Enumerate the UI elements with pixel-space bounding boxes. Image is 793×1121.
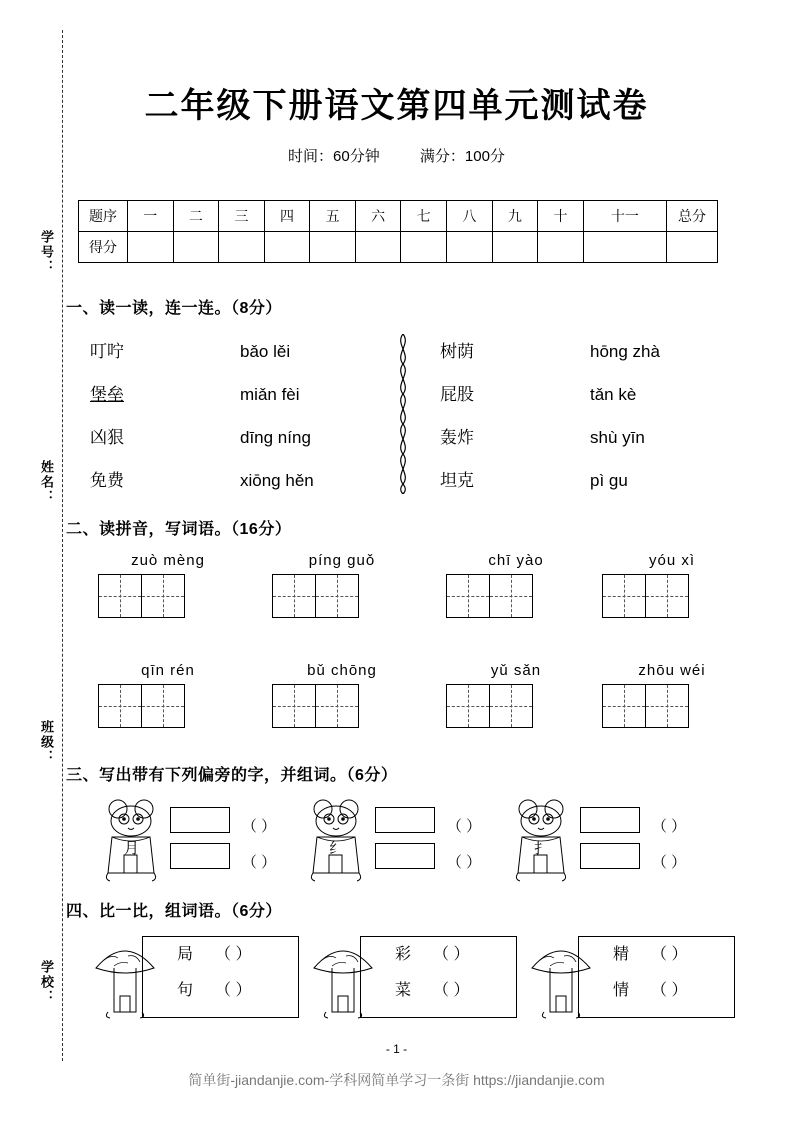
compare-paren[interactable]: （ ） <box>433 982 470 999</box>
compare-group <box>308 930 523 1020</box>
score-col-10: 十 <box>538 201 584 232</box>
compare-char: 精 <box>612 946 629 963</box>
pinyin-row-2 <box>80 658 730 768</box>
tianzi-boxes[interactable] <box>98 574 238 618</box>
pinyin-row-1 <box>80 548 730 658</box>
score-col-9: 九 <box>492 201 538 232</box>
section-2-points: （16分） <box>231 521 292 538</box>
section-heading-2 <box>66 516 291 539</box>
match-item[interactable]: 免费 <box>90 471 124 490</box>
table-row-headers <box>79 201 718 232</box>
score-cell-4[interactable] <box>264 232 310 263</box>
score-cell-9[interactable] <box>492 232 538 263</box>
match-item[interactable]: tǎn kè <box>590 385 637 404</box>
score-col-8: 八 <box>447 201 493 232</box>
page-title: 二年级下册语文第四单元测试卷 <box>144 87 649 125</box>
score-col-4: 四 <box>264 201 310 232</box>
compare-paren[interactable]: （ ） <box>433 946 470 963</box>
tianzi-box[interactable] <box>98 574 142 618</box>
pinyin-cell <box>272 548 412 618</box>
section-heading-3 <box>66 762 397 785</box>
tianzi-box[interactable] <box>272 684 316 728</box>
pinyin-cell <box>98 658 238 728</box>
page-number: - 1 - <box>385 1042 408 1056</box>
score-table <box>78 200 718 263</box>
radical-group <box>100 795 300 895</box>
radical-label: 扌 <box>534 840 550 857</box>
score-cell-3[interactable] <box>219 232 265 263</box>
tianzi-boxes[interactable] <box>602 574 742 618</box>
tianzi-box[interactable] <box>315 574 359 618</box>
compare-row <box>579 937 734 973</box>
score-table-row-label-0: 题序 <box>79 201 128 232</box>
radical-word-paren[interactable]: （ ） <box>651 817 687 835</box>
radical-char-blank[interactable] <box>375 843 435 869</box>
radical-word-paren[interactable]: （ ） <box>241 853 277 871</box>
compare-row <box>361 937 516 973</box>
tianzi-box[interactable] <box>315 684 359 728</box>
section-3-title: 三、写出带有下列偏旁的字，并组词。 <box>66 767 347 784</box>
radical-word-paren[interactable]: （ ） <box>651 853 687 871</box>
tianzi-box[interactable] <box>141 574 185 618</box>
match-item[interactable]: 凶狠 <box>90 428 124 447</box>
tianzi-box[interactable] <box>489 684 533 728</box>
side-label-class: 班级： <box>39 720 54 765</box>
matching-exercise <box>80 330 720 500</box>
tianzi-box[interactable] <box>446 684 490 728</box>
match-item[interactable]: 树荫 <box>440 342 474 361</box>
score-cell-6[interactable] <box>355 232 401 263</box>
compare-char: 情 <box>612 982 629 999</box>
score-cell-2[interactable] <box>173 232 219 263</box>
pinyin-label: chī yào <box>488 552 544 569</box>
match-item[interactable]: 叮咛 <box>90 342 124 361</box>
match-column-pinyin-right <box>590 330 740 502</box>
pinyin-cell <box>602 548 742 618</box>
section-4-points: （6分） <box>231 903 282 920</box>
margin-dashed-line <box>62 30 63 1061</box>
wave-divider-icon <box>395 334 411 494</box>
pinyin-label: bǔ chōng <box>307 662 377 679</box>
section-2-title: 二、读拼音，写词语。 <box>66 521 232 538</box>
compare-answer-box <box>578 936 735 1018</box>
match-item[interactable]: 坦克 <box>440 471 474 490</box>
radical-exercise <box>80 795 730 895</box>
match-item[interactable]: bǎo lěi <box>240 342 291 361</box>
radical-word-paren[interactable]: （ ） <box>241 817 277 835</box>
table-row-scores <box>79 232 718 263</box>
match-item[interactable]: dīng níng <box>240 428 311 447</box>
compare-row <box>579 973 734 1009</box>
pinyin-label: píng guǒ <box>308 552 376 569</box>
pinyin-cell <box>446 658 586 728</box>
tianzi-boxes[interactable] <box>446 574 586 618</box>
score-col-1: 一 <box>128 201 174 232</box>
score-cell-7[interactable] <box>401 232 447 263</box>
footer-watermark: 简单街-jiandanjie.com-学科网简单学习一条街 https://jiandanjie.com <box>188 1072 605 1088</box>
score-col-7: 七 <box>401 201 447 232</box>
tianzi-boxes[interactable] <box>98 684 238 728</box>
score-cell-total[interactable] <box>667 232 718 263</box>
score-col-6: 六 <box>355 201 401 232</box>
tianzi-box[interactable] <box>446 574 490 618</box>
pinyin-label: qīn rén <box>141 662 195 679</box>
tianzi-box[interactable] <box>98 684 142 728</box>
radical-answer-lines <box>580 807 698 879</box>
match-item[interactable]: pì gu <box>590 471 628 490</box>
match-column-words-right <box>440 330 590 502</box>
compare-char: 菜 <box>394 982 411 999</box>
exam-meta <box>0 145 793 166</box>
score-cell-11[interactable] <box>583 232 666 263</box>
pinyin-cell <box>98 548 238 618</box>
section-heading-4 <box>66 898 282 921</box>
compare-row <box>361 973 516 1009</box>
score-col-3: 三 <box>219 201 265 232</box>
score-cell-8[interactable] <box>447 232 493 263</box>
compare-exercise <box>80 930 730 1030</box>
radical-answer-lines <box>170 807 288 879</box>
compare-group <box>526 930 741 1020</box>
section-1-title: 一、读一读，连一连。 <box>66 300 232 317</box>
pinyin-label: yóu xì <box>648 552 696 569</box>
score-cell-10[interactable] <box>538 232 584 263</box>
tianzi-box[interactable] <box>645 684 689 728</box>
pinyin-writing-exercise <box>80 548 730 768</box>
compare-paren[interactable]: （ ） <box>651 982 688 999</box>
radical-word-paren[interactable]: （ ） <box>446 817 482 835</box>
radical-char-blank[interactable] <box>170 807 230 833</box>
pinyin-cell <box>272 658 412 728</box>
compare-paren[interactable]: （ ） <box>651 946 688 963</box>
tianzi-boxes[interactable] <box>272 684 412 728</box>
compare-paren[interactable]: （ ） <box>215 982 252 999</box>
pinyin-label: zhōu wéi <box>638 662 706 679</box>
match-item[interactable]: shù yīn <box>590 428 645 447</box>
exam-total: 满分：100分 <box>419 148 505 165</box>
radical-label: 纟 <box>329 840 345 857</box>
compare-paren[interactable]: （ ） <box>215 946 252 963</box>
match-column-pinyin-left <box>240 330 390 502</box>
tianzi-box[interactable] <box>602 574 646 618</box>
tianzi-boxes[interactable] <box>272 574 412 618</box>
side-info-labels <box>22 30 56 1050</box>
score-col-11: 十一 <box>583 201 666 232</box>
radical-char-blank[interactable] <box>580 843 640 869</box>
radical-char-blank[interactable] <box>170 843 230 869</box>
radical-char-blank[interactable] <box>580 807 640 833</box>
pinyin-label: yǔ sǎn <box>490 662 542 679</box>
tianzi-box[interactable] <box>645 574 689 618</box>
side-label-name: 姓名： <box>39 460 54 505</box>
score-table-row-label-1: 得分 <box>79 232 128 263</box>
compare-row <box>143 937 298 973</box>
section-1-points: （8分） <box>231 300 282 317</box>
match-item[interactable]: 堡垒 <box>90 385 124 404</box>
radical-char-blank[interactable] <box>375 807 435 833</box>
score-col-5: 五 <box>310 201 356 232</box>
pinyin-label: zuò mèng <box>131 552 205 569</box>
section-4-title: 四、比一比，组词语。 <box>66 903 232 920</box>
compare-char: 句 <box>176 982 193 999</box>
match-item[interactable]: miǎn fèi <box>240 385 300 404</box>
score-col-2: 二 <box>173 201 219 232</box>
tianzi-box[interactable] <box>141 684 185 728</box>
match-item[interactable]: 屁股 <box>440 385 474 404</box>
tianzi-boxes[interactable] <box>446 684 586 728</box>
radical-word-paren[interactable]: （ ） <box>446 853 482 871</box>
side-label-school: 学校： <box>39 960 54 1005</box>
score-cell-5[interactable] <box>310 232 356 263</box>
match-column-words-left <box>90 330 240 502</box>
score-col-total: 总分 <box>667 201 718 232</box>
tianzi-box[interactable] <box>602 684 646 728</box>
compare-char: 彩 <box>394 946 411 963</box>
score-cell-1[interactable] <box>128 232 174 263</box>
compare-char: 局 <box>176 946 193 963</box>
tianzi-box[interactable] <box>272 574 316 618</box>
radical-group <box>305 795 505 895</box>
tianzi-box[interactable] <box>489 574 533 618</box>
tianzi-boxes[interactable] <box>602 684 742 728</box>
pinyin-cell <box>602 658 742 728</box>
radical-label: 月 <box>124 840 140 857</box>
radical-answer-lines <box>375 807 493 879</box>
section-heading-1 <box>66 295 282 318</box>
compare-row <box>143 973 298 1009</box>
match-item[interactable]: xiōng hěn <box>240 471 314 490</box>
radical-group <box>510 795 710 895</box>
match-item[interactable]: 轰炸 <box>440 428 474 447</box>
side-label-student-number: 学号： <box>39 230 54 275</box>
match-item[interactable]: hōng zhà <box>590 342 660 361</box>
compare-group <box>90 930 305 1020</box>
compare-answer-box <box>142 936 299 1018</box>
section-3-points: （6分） <box>346 767 398 784</box>
compare-answer-box <box>360 936 517 1018</box>
exam-time: 时间：60分钟 <box>288 148 380 165</box>
pinyin-cell <box>446 548 586 618</box>
